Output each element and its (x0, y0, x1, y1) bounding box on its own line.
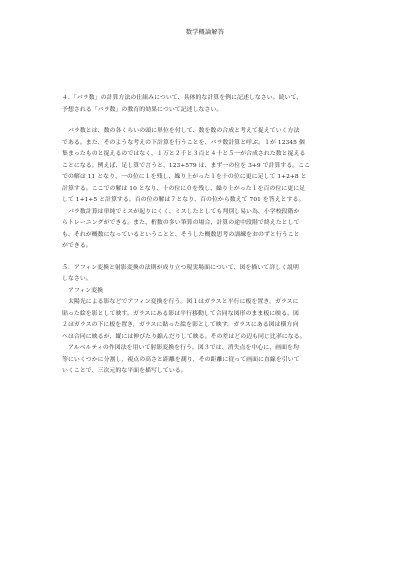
answer-5-line: 貼った絵を影として映す。ガラスにある影は平行移動して合同な図形のまま板に映る。図 (62, 310, 299, 317)
answer-4-line: での解は 11 となり、一の位に１を残し、繰り上がった１を十の位に更に足して 1+2+8 と (62, 174, 307, 180)
question-4-line: 予想される「パラ数」の教育的効果について記述しなさい。 (62, 106, 223, 113)
question-5-line: ５．アフィン変換と射影変換の法則が成り立つ現実場面について、図を描いて詳しく説明 (62, 264, 299, 271)
answer-4-line: 集まったものと捉えるのではなく、１万と２千と３百と４十と５一が合成された数と捉える (62, 151, 306, 157)
affine-subheading: アフィン変換 (62, 287, 104, 294)
question-4-line: ４．「パラ数」の計算方法の仕組みについて、具体的な計算を例に記述しなさい。続いて、 (62, 95, 303, 101)
answer-4-line: して 1+1+5 と計算する。百の位の解は７となり、百の位から数えて 701 を答えとする。 (62, 197, 305, 203)
answer-5-line: 太陽光による影などでアフィン変換を行う。図１はガラスと平行に板を置き，ガラスに (62, 299, 299, 305)
answer-5-line: 等にいくつかに分割し，視点の高さと距離を測り，その距離に従って画面に直線を引いて (62, 356, 300, 363)
answer-4-line: も、それが概数になっているということと、そうした概数思考の訓練をおのずと行うこと (62, 231, 300, 238)
section-4 (62, 93, 357, 253)
section-5 (62, 263, 357, 378)
answer-5-line: ２はガラスの下に板を置き，ガラスに貼った絵を影として映す。ガラスにある図は横方向 (62, 322, 299, 328)
answer-4-line: ができる。 (62, 243, 92, 249)
answer-4-line: である。また、そのような考えの下計算を行うことを、パラ数計算と呼ぶ。１が 12345 個 (62, 139, 305, 146)
answer-4-line: 計算する。ここでの解は 10 となり、十の位に０を残し、繰り上がった１を百の位に更に足 (62, 185, 306, 192)
answer-5-line: アルベルティの作図法を用いて射影変換を行う。図３では、消失点を中心に、画面を均 (62, 345, 299, 351)
answer-4-line: パラ数とは、数の各くらいの頭に単位を付して、数を数の合成と考えて捉えていく方法 (62, 128, 300, 134)
answer-4-line: らトレーニングができる。また、桁数の多い筆算の場合、計算の途中段階で終えたとして (62, 220, 300, 226)
answer-5-line: いくことで、三次元的な平面を描写している。 (62, 368, 187, 374)
answer-4-line: ことになる。例えば、足し算で言うと、123+579 は、まず一の位を 3+9 で計算する。ここ (62, 162, 311, 169)
answer-5-line: へは合同に映るが，縦には伸びたり縮んだりして映る。その差はどの辺も同じ比率になる。 (62, 333, 306, 340)
answer-4-line: パラ数計算は単純でミスが起りにくく、ミスしたとしても判別し易い為、小学校段階か (62, 208, 300, 215)
document-body (62, 93, 357, 378)
page-header-title: 数学概論解答 (185, 29, 225, 36)
question-5-line: しなさい。 (62, 276, 92, 282)
